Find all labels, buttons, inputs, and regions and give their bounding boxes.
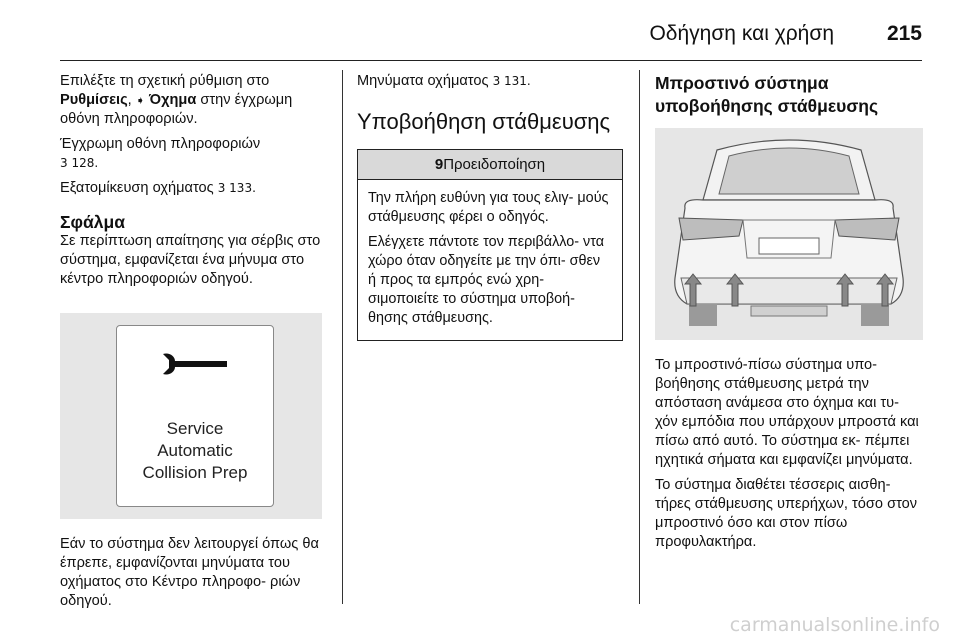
page-reference: 3 128. — [60, 156, 99, 170]
warning-box — [357, 149, 623, 341]
fault-paragraph: Σε περίπτωση απαίτησης για σέρβις στο σύστημα, εμφανίζεται ένα μήνυμα στο κέντρο πληροφοριών οδηγού. — [60, 233, 321, 287]
driver-info-display — [116, 325, 274, 507]
header-rule — [60, 60, 922, 61]
page-title: Οδήγηση και χρήση — [649, 22, 834, 45]
column-3 — [655, 72, 923, 558]
sensors-description: Το σύστημα διαθέτει τέσσερις αισθη- τήρες στάθμευσης υπερήχων, τόσο στον μπροστινό όσο και στον πίσω προφυλακτήρα. — [655, 477, 918, 550]
watermark: carmanualsonline.info — [729, 614, 940, 636]
car-sensor-figure — [655, 128, 923, 340]
column-2 — [357, 72, 623, 341]
system-description: Το μπροστινό-πίσω σύστημα υπο- βοήθησης στάθμευσης μετρά την απόσταση ανάμεσα στο όχημα και τυ- χόν εμπόδια που υπάρχουν μπροστά και πίσω από αυτό. Το σύστημα εκ- πέμπει ηχητικά σήματα και εμφανίζει μηνύματα. — [655, 357, 919, 468]
page-number: 215 — [886, 22, 922, 45]
page-reference: 3 131. — [492, 74, 531, 88]
vehicle-messages-reference: Μηνύματα οχήματος 3 131. — [357, 73, 531, 89]
column-divider-2 — [639, 70, 640, 604]
column-divider-1 — [342, 70, 343, 604]
front-system-heading: Μπροστινό σύστημα υποβοήθησης στάθμευσης — [655, 73, 879, 116]
wrench-icon — [159, 350, 231, 378]
page-reference: 3 133. — [217, 181, 256, 195]
settings-paragraph: Επιλέξτε τη σχετική ρύθμιση στο Ρυθμίσεις, ➧ Όχημα στην έγχρωμη οθόνη πληροφοριών. — [60, 73, 293, 127]
fault-heading: Σφάλμα — [60, 212, 125, 232]
personalization-reference: Εξατομίκευση οχήματος 3 133. — [60, 180, 256, 196]
settings-menu-label: Ρυθμίσεις — [60, 92, 128, 108]
menu-arrow-icon: ➧ — [135, 94, 145, 107]
car-rear-illustration — [655, 128, 923, 340]
display-figure — [60, 313, 322, 519]
warning-header — [358, 150, 622, 180]
warning-icon: 9 — [434, 156, 444, 173]
color-display-reference: Έγχρωμη οθόνη πληροφοριών 3 128. — [60, 136, 261, 170]
display-message: Service Automatic Collision Prep — [142, 419, 248, 482]
malfunction-paragraph: Εάν το σύστημα δεν λειτουργεί όπως θα έπρεπε, εμφανίζονται μηνύματα του οχήματος στο Κέντρο πληροφο- ριών οδηγού. — [60, 536, 319, 609]
vehicle-menu-label: Όχημα — [149, 92, 197, 108]
section-heading: Υποβοήθηση στάθμευσης — [357, 109, 611, 134]
warning-body: Την πλήρη ευθύνη για τους ελιγ- μούς στάθμευσης φέρει ο οδηγός. Ελέγχετε πάντοτε τον περιβάλλο- ντα χώρο όταν οδηγείτε με την όπι- σθεν ή προς τα εμπρός ενώ χρη- σιμοποιείτε το σύστημα υποβοή- θησης στάθμευσης. — [368, 190, 609, 326]
warning-title: Προειδοποίηση — [443, 156, 546, 173]
column-1 — [60, 72, 328, 617]
